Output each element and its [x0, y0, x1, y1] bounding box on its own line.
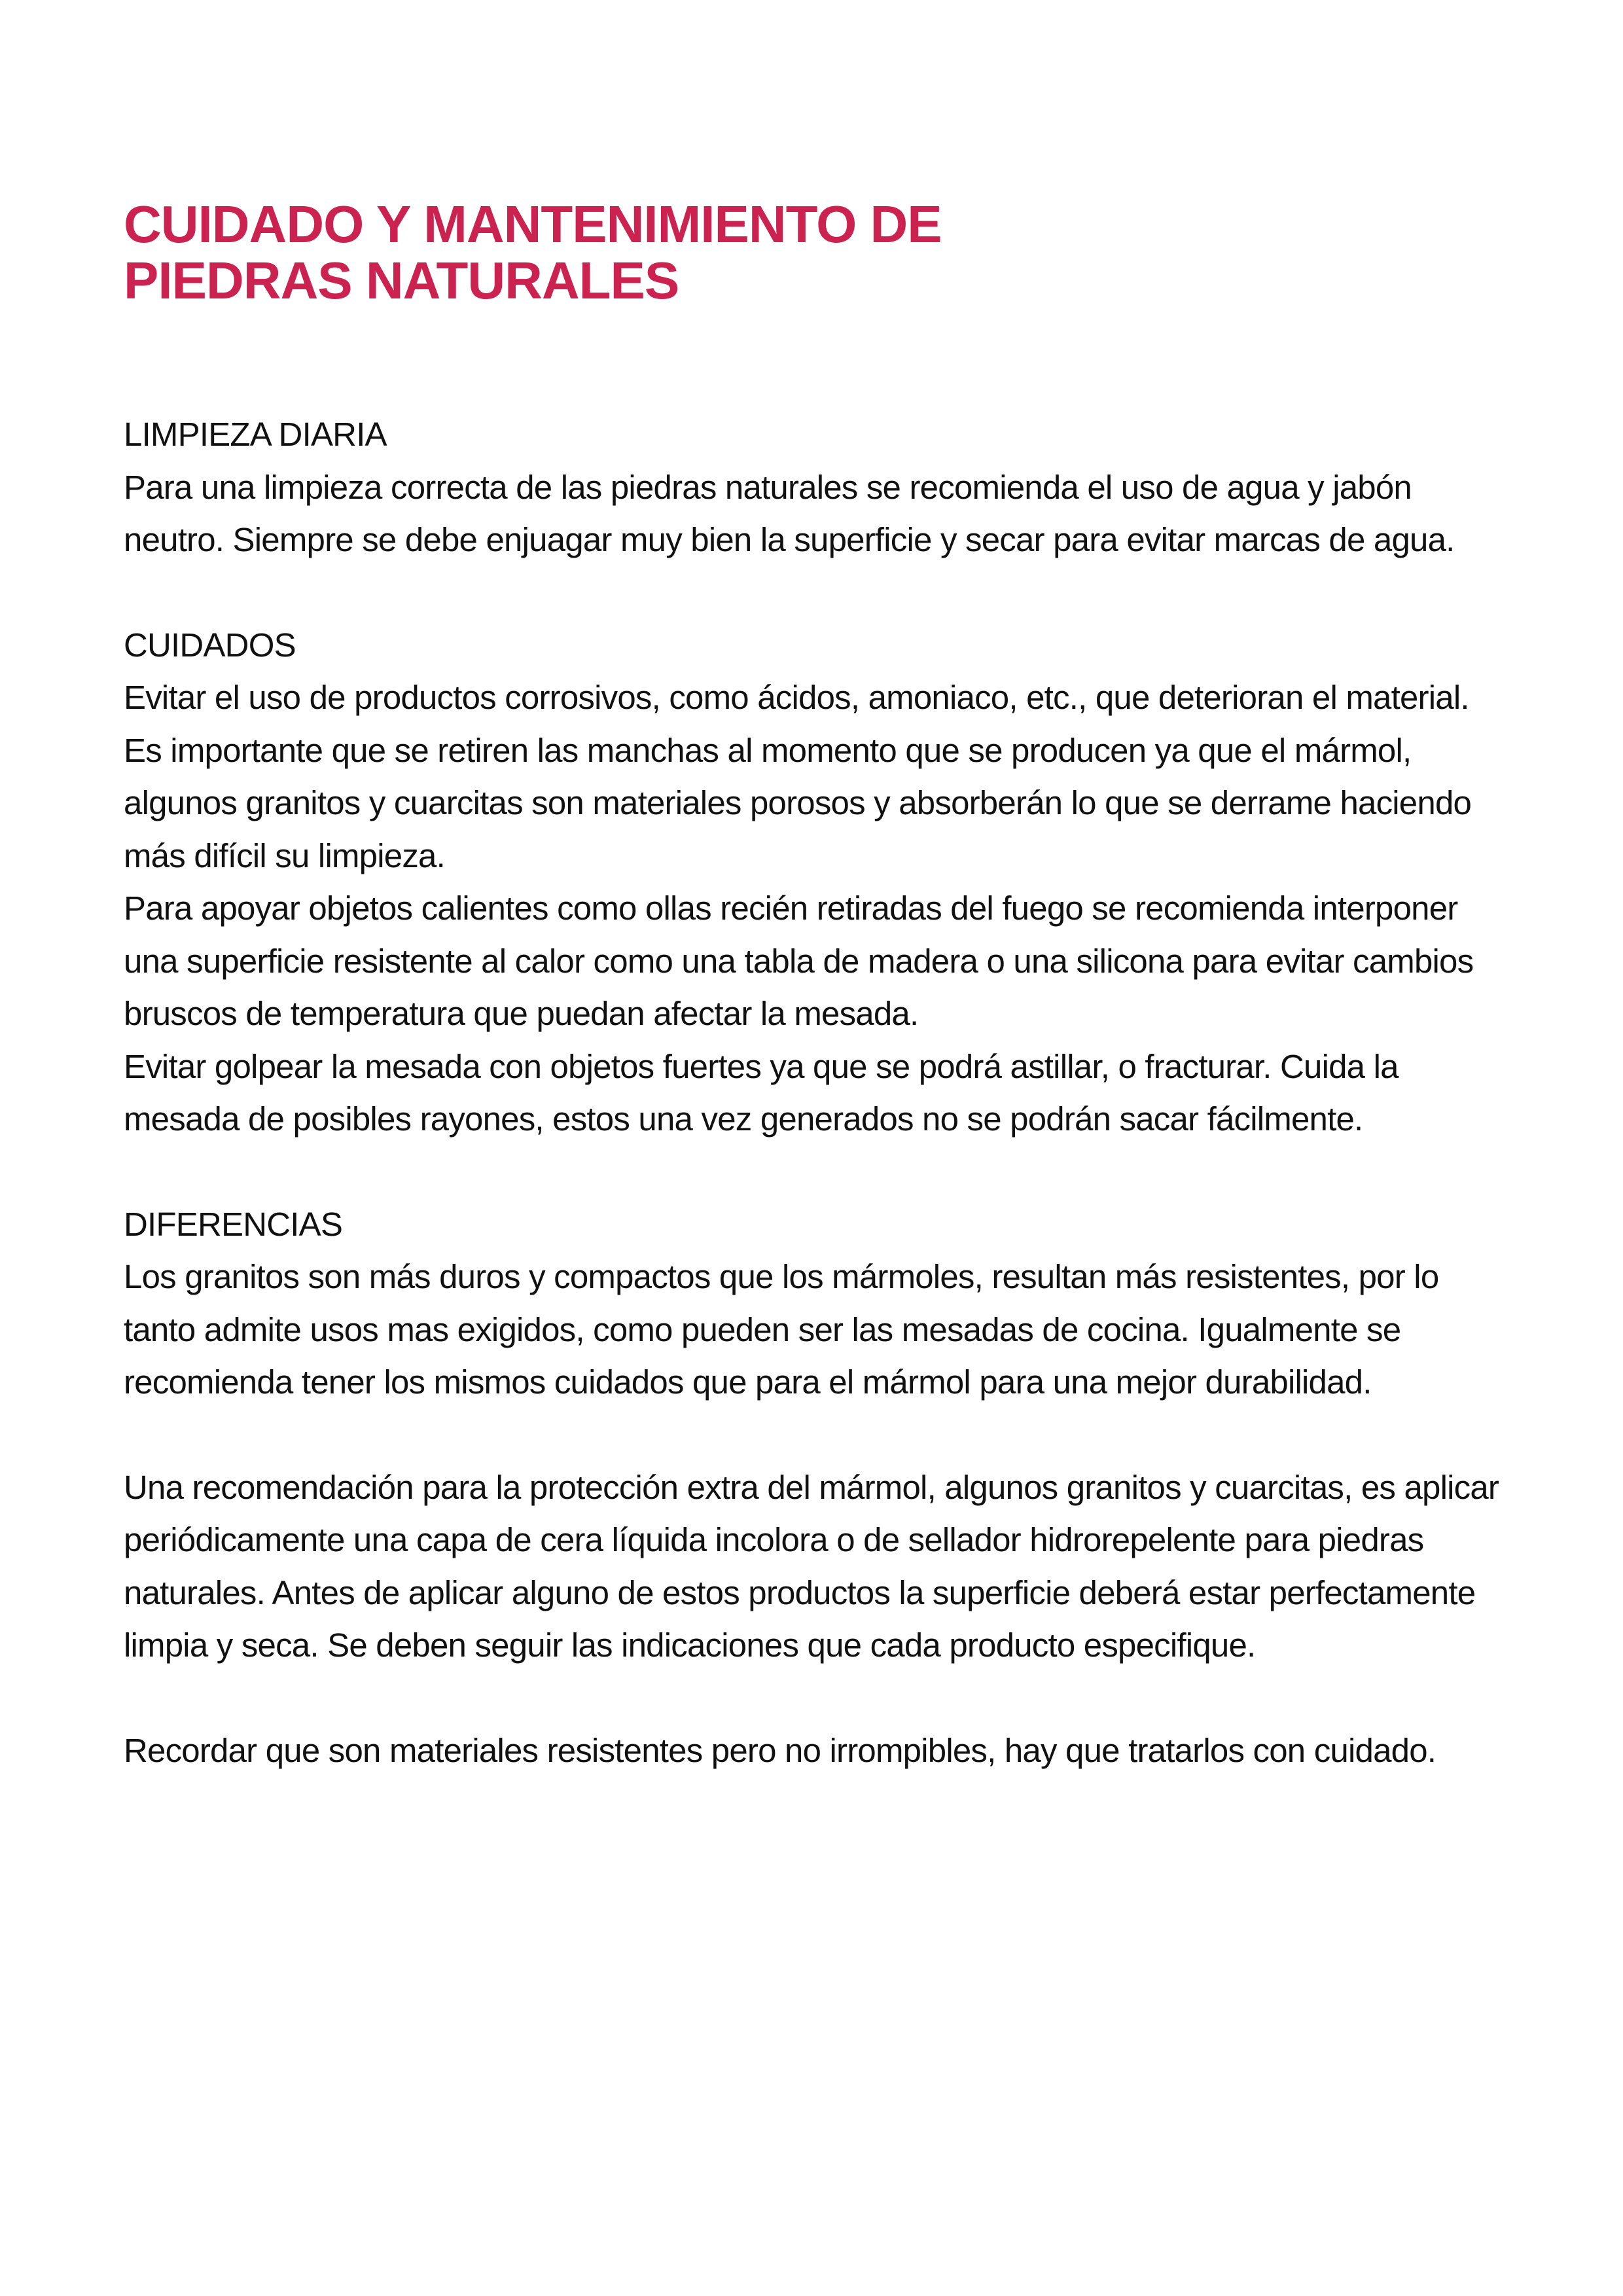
paragraph: Recordar que son materiales resistentes pero no irrompibles, hay que tratarlos con cuidado.: [124, 1731, 1436, 1769]
section-heading: DIFERENCIAS: [124, 1205, 343, 1243]
paragraph: Para apoyar objetos calientes como ollas recién retiradas del fuego se recomienda interponer una superficie resistente al calor como una tabla de madera o una silicona para evitar cambios bruscos de temperatura que puedan afectar la mesada.: [124, 889, 1474, 1032]
title-line-2: PIEDRAS NATURALES: [124, 251, 679, 310]
paragraph: Los granitos son más duros y compactos que los mármoles, resultan más resistentes, por lo tanto admite usos mas exigidos, como pueden ser las mesadas de cocina. Igualmente se recomienda tener los mismos cuidados que para el mármol para una mejor durabilidad.: [124, 1258, 1439, 1401]
section-heading: LIMPIEZA DIARIA: [124, 416, 387, 453]
document-page: [124, 196, 1511, 1829]
section-cuidados: [124, 619, 1511, 1146]
paragraph: Evitar golpear la mesada con objetos fuertes ya que se podrá astillar, o fracturar. Cuida la mesada de posibles rayones, estos una vez generados no se podrán sacar fácilmente.: [124, 1047, 1399, 1138]
page-title: [124, 196, 1511, 309]
paragraph: Para una limpieza correcta de las piedras naturales se recomienda el uso de agua y jabón neutro. Siempre se debe enjuagar muy bien la superficie y secar para evitar marcas de agua.: [124, 468, 1455, 558]
paragraph: Una recomendación para la protección extra del mármol, algunos granitos y cuarcitas, es aplicar periódicamente una capa de cera líquida incolora o de sellador hidrorepelente para piedras naturales. Antes de aplicar alguno de estos productos la superficie deberá estar perfectamente limpia y seca. Se deben seguir las indicaciones que cada producto especifique.: [124, 1468, 1499, 1664]
section-diferencias: [124, 1198, 1511, 1409]
section-recordar: [124, 1725, 1511, 1778]
document-body: [124, 408, 1511, 1777]
section-limpieza-diaria: [124, 408, 1511, 567]
paragraph: Es importante que se retiren las manchas al momento que se producen ya que el mármol, algunos granitos y cuarcitas son materiales porosos y absorberán lo que se derrame haciendo más difícil su limpieza.: [124, 731, 1472, 874]
section-recomendacion: [124, 1462, 1511, 1672]
section-heading: CUIDADOS: [124, 626, 296, 664]
paragraph: Evitar el uso de productos corrosivos, como ácidos, amoniaco, etc., que deterioran el material.: [124, 679, 1469, 716]
title-line-1: CUIDADO Y MANTENIMIENTO DE: [124, 195, 942, 253]
